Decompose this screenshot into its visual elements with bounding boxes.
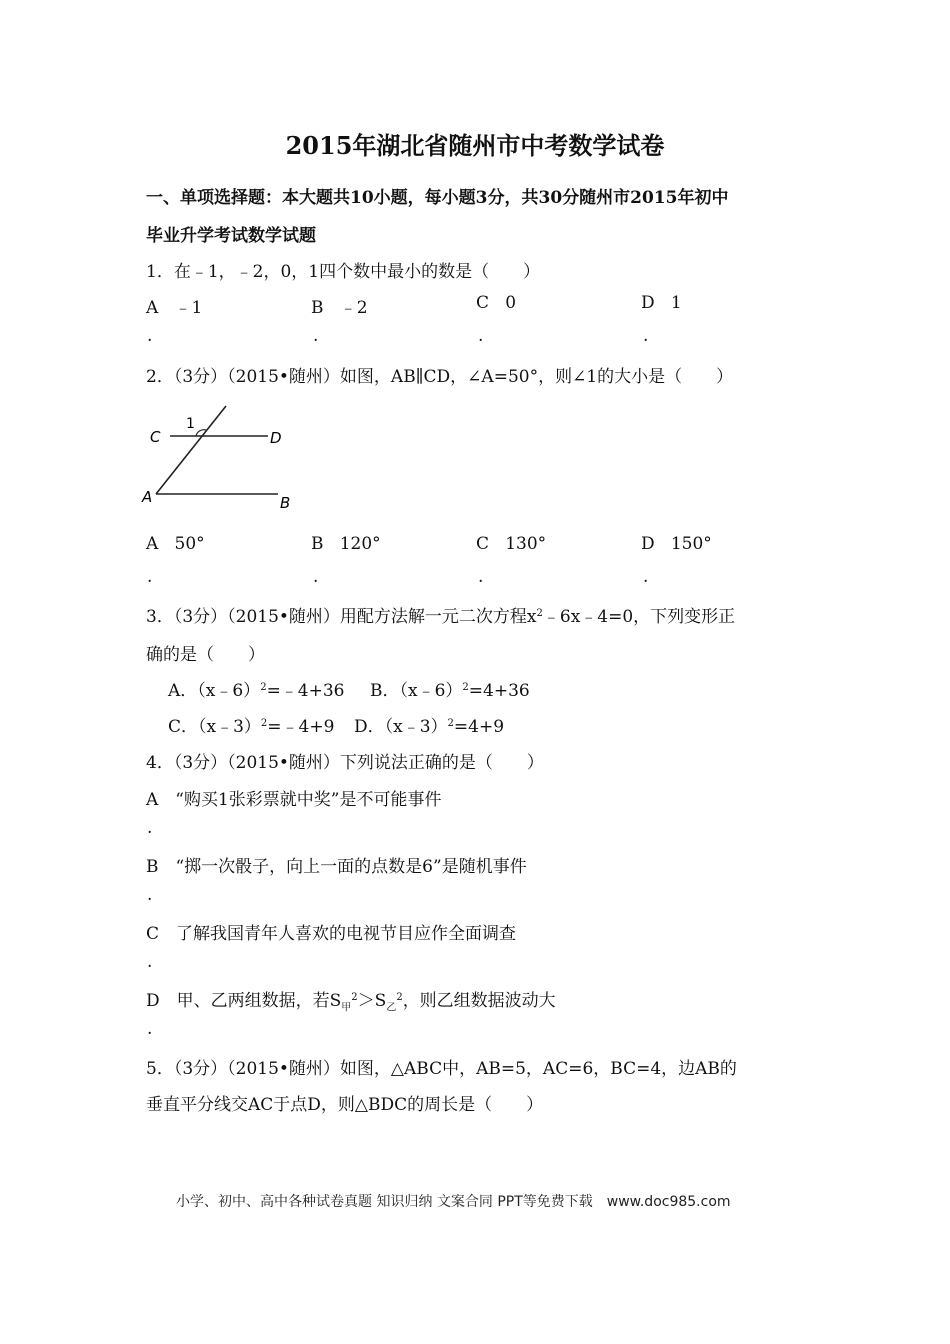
label-c: C <box>150 428 161 446</box>
q4-option-c: C 了解我国青年人喜欢的电视节目应作全面调查 <box>146 924 517 944</box>
q4-option-d: D 甲、乙两组数据，若$S_甲^2>S_乙^2$，则乙组数据波动大 <box>146 991 556 1014</box>
q3-option-b: B．（x﹣6）$^2$=4+36 <box>370 681 530 701</box>
q2-option-d-dot: . <box>643 567 649 587</box>
question-1-stem: 1．在﹣1，﹣2，0，1四个数中最小的数是（ ） <box>146 262 541 282</box>
q4-option-a-dot: . <box>147 818 153 838</box>
question-3-stem-cont: 确的是（ ） <box>146 645 265 665</box>
q2-option-b: B 120° <box>311 534 381 554</box>
question-5-stem: 5．（3分）（2015•随州）如图，△ABC中，AB=5，AC=6，BC=4，边AB的 <box>146 1059 737 1079</box>
q1-option-d-dot: . <box>643 326 649 346</box>
q1-option-a-dot: . <box>147 326 153 346</box>
q1-option-a: A ﹣1 <box>146 298 203 318</box>
parallel-lines-figure <box>140 398 300 516</box>
q2-option-a-dot: . <box>147 567 153 587</box>
q4-option-a: A “购买1张彩票就中奖”是不可能事件 <box>146 790 442 810</box>
q3-option-c: C．（x﹣3）$^2$=﹣4+9 <box>168 717 335 737</box>
label-angle-1: 1 <box>186 416 195 432</box>
q2-option-d: D 150° <box>641 534 712 554</box>
question-2-stem: 2．（3分）（2015•随州）如图，AB∥CD，∠A=50°，则∠1的大小是（ ） <box>146 367 734 387</box>
q1-option-b: B ﹣2 <box>311 298 368 318</box>
section-heading-line1: 一、单项选择题：本大题共10小题，每小题3分，共30分随州市2015年初中 <box>146 188 729 208</box>
q1-option-c: C 0 <box>476 293 517 313</box>
q2-option-c: C 130° <box>476 534 547 554</box>
q2-option-a: A 50° <box>146 534 205 554</box>
q4-option-b-dot: . <box>147 885 153 905</box>
section-heading-line2: 毕业升学考试数学试题 <box>146 226 316 246</box>
q1-option-c-dot: . <box>478 326 484 346</box>
label-b: B <box>280 494 291 512</box>
q4-option-d-dot: . <box>147 1019 153 1039</box>
question-5-stem-cont: 垂直平分线交AC于点D，则△BDC的周长是（ ） <box>146 1095 544 1115</box>
page-footer: 小学、初中、高中各种试卷真题 知识归纳 文案合同 PPT等免费下载 www.doc985.com <box>176 1194 731 1210</box>
question-4-stem: 4．（3分）（2015•随州）下列说法正确的是（ ） <box>146 753 544 773</box>
q4-option-c-dot: . <box>147 952 153 972</box>
q2-option-b-dot: . <box>313 567 319 587</box>
q1-option-b-dot: . <box>313 326 319 346</box>
page-title: 2015年湖北省随州市中考数学试卷 <box>285 131 665 160</box>
q3-option-a: A．（x﹣6）$^2$=﹣4+36 <box>168 681 345 701</box>
q4-option-b: B “掷一次骰子，向上一面的点数是6”是随机事件 <box>146 857 527 877</box>
q3-option-d: D．（x﹣3）$^2$=4+9 <box>354 717 505 737</box>
q2-option-c-dot: . <box>478 567 484 587</box>
label-a: A <box>142 488 153 506</box>
question-3-stem: 3．（3分）（2015•随州）用配方法解一元二次方程$x^2﹣6x﹣4=0$，下列变形正 <box>146 607 736 627</box>
q1-option-d: D 1 <box>641 293 682 313</box>
label-d: D <box>270 429 282 447</box>
